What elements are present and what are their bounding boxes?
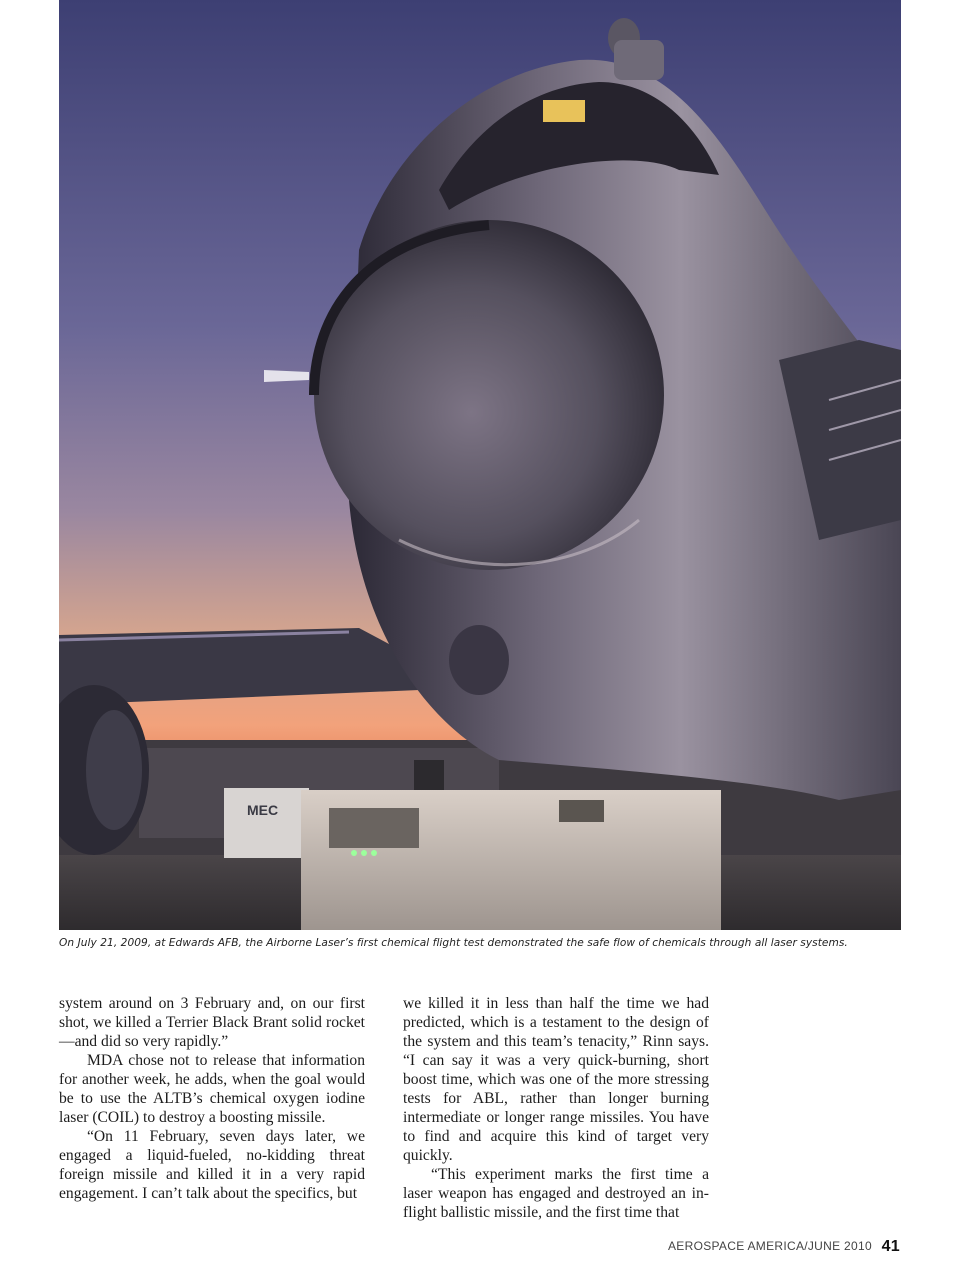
article-column-left: [59, 994, 365, 1203]
article-column-right: [403, 994, 709, 1222]
paragraph: system around on 3 February and, on our first shot, we killed a Terrier Black Brant solid rocket—and did so very rapidly.”: [59, 995, 365, 1050]
paragraph: MDA chose not to release that information for another week, he adds, when the goal would be to use the ALTB’s chemical oxygen iodine laser (COIL) to destroy a boosting missile.: [59, 1052, 365, 1126]
publication-name: AEROSPACE AMERICA/JUNE 2010: [668, 1239, 872, 1253]
paragraph: we killed it in less than half the time we had predicted, which is a testament to the design of the system and this team’s tenacity,” Rinn says. “I can say it was a very quick-burning, short boost time, which was one of the more stressing tests for ABL, rather than longer burning intermediate or longer range missiles. You have to find and acquire this kind of target very quickly.: [403, 995, 709, 1164]
van-logo: MEC: [247, 802, 279, 818]
paragraph: “On 11 February, seven days later, we engaged a liquid-fueled, no-kidding threat foreign missile and killed it in a very rapid engagement. I can’t talk about the specifics, but: [59, 1128, 365, 1202]
paragraph: “This experiment marks the first time a laser weapon has engaged and destroyed an in-flight ballistic missile, and the first time that: [403, 1166, 709, 1221]
page-number: 41: [881, 1238, 900, 1255]
photo-caption: On July 21, 2009, at Edwards AFB, the Airborne Laser’s first chemical flight test demonstrated the safe flow of chemicals through all laser systems.: [59, 937, 848, 949]
page-footer: [668, 1238, 900, 1256]
aircraft-photo: [59, 0, 901, 930]
